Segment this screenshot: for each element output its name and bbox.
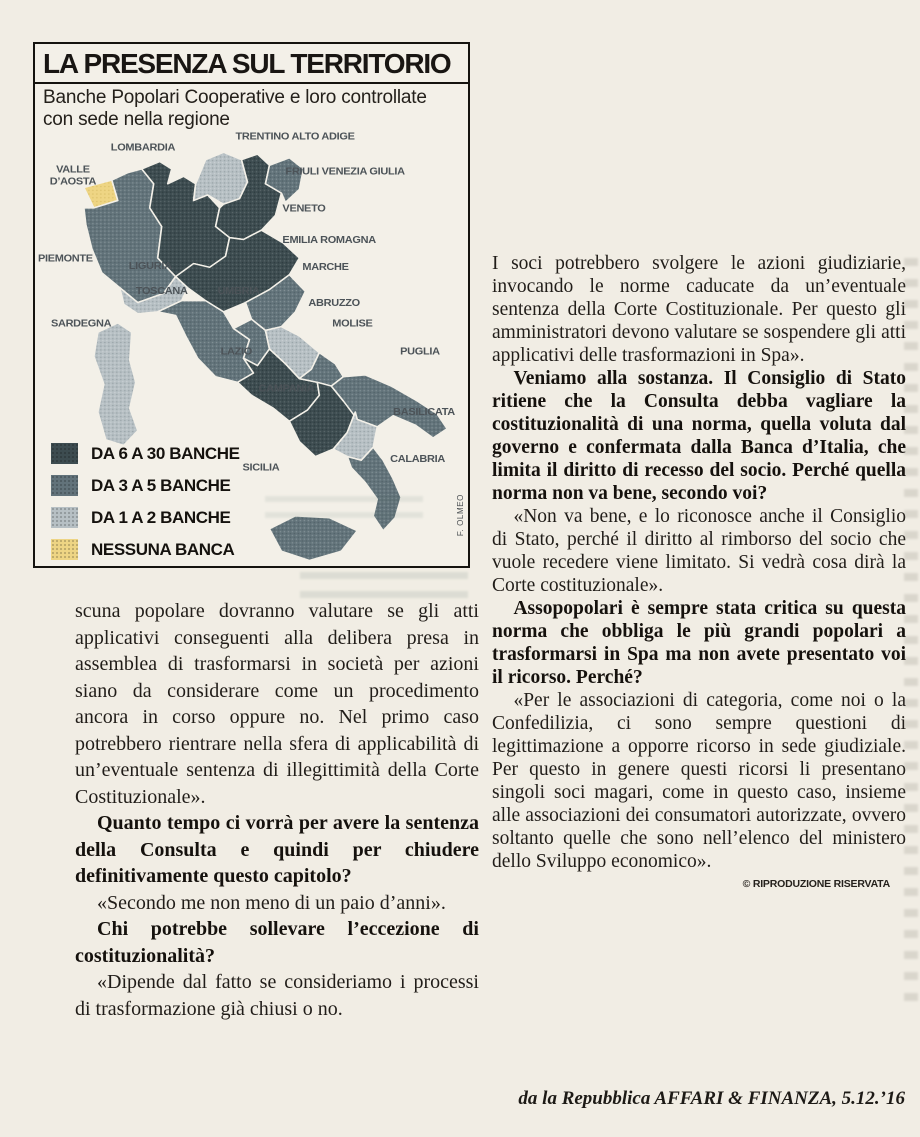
label-trentino: TRENTINO ALTO ADIGE — [235, 130, 355, 143]
paragraph: «Secondo me non meno di un paio d’anni». — [97, 891, 446, 914]
paragraph: I soci potrebbero svolgere le azioni giudiziarie, invocando le norme caducate da un’eventuale sentenza della Corte Costituzionale. Per questo gli amministratori devono valutare se sospendere gli atti applicativi delle trasformazioni in Spa». — [492, 253, 906, 366]
legend-row — [51, 539, 240, 560]
label-sardegna: SARDEGNA — [50, 317, 112, 330]
infobox-subtitle: Banche Popolari Cooperative e loro controllate con sede nella regione — [43, 87, 427, 130]
label-veneto: VENETO — [282, 202, 326, 215]
label-valle-line1: VALLE — [56, 164, 90, 176]
legend-label: DA 6 A 30 BANCHE — [91, 443, 240, 463]
label-toscana: TOSCANA — [135, 285, 188, 298]
legend-swatch-medium — [51, 475, 78, 496]
legend-swatch-none — [51, 539, 78, 560]
bleed-through-texture — [904, 258, 918, 1010]
article-left-column — [75, 598, 479, 1022]
label-valle-line2: D’AOSTA — [49, 176, 97, 188]
label-liguria: LIGURIA — [128, 260, 172, 273]
label-lazio: LAZIO — [220, 345, 252, 358]
label-puglia: PUGLIA — [400, 345, 440, 358]
region-trentino — [194, 152, 248, 204]
label-umbria: UMBRIA — [217, 285, 260, 298]
label-molise: MOLISE — [332, 317, 373, 330]
map-credit: F. OLMEO — [456, 493, 465, 536]
paragraph: «Dipende dal fatto se consideriamo i processi di trasformazione già chiusi o no. — [75, 971, 479, 1020]
paragraph: scuna popolare dovranno valutare se gli atti applicativi conseguenti alla delibera presa in assemblea di trasformarsi in società per azioni siano da considerare come un procedimento ancora in corso oppure no. Nel primo caso potrebbero rientrare nella sfera di applicabilità di un’eventuale sentenza di illegittimità della Corte Costituzionale». — [75, 600, 479, 808]
label-basilicata: BASILICATA — [393, 406, 455, 418]
legend-row — [51, 507, 240, 528]
paragraph: «Per le associazioni di categoria, come noi o la Confedilizia, ci sono sempre questioni di legittimazione a opporre ricorso in sede giudiziale. Per questo in genere questi ricorsi li presentano singoli soci magari, come in questo caso, insieme alle associazioni dei consumatori autorizzate, ovvero soltanto quelle che sono nell’elenco del ministero dello Sviluppo economico». — [492, 690, 906, 872]
article-right-column — [492, 252, 906, 896]
label-emilia: EMILIA ROMAGNA — [282, 234, 376, 247]
label-friuli: FRIULI VENEZIA GIULIA — [285, 165, 405, 178]
map-infobox — [33, 42, 470, 568]
map-legend — [51, 443, 240, 560]
paragraph-question: Quanto tempo ci vorrà per avere la sentenza della Consulta e quindi per chiudere definitivamente questo capitolo? — [75, 812, 479, 887]
legend-row — [51, 443, 240, 464]
legend-swatch-light — [51, 507, 78, 528]
legend-row — [51, 475, 240, 496]
legend-label: DA 3 A 5 BANCHE — [91, 475, 231, 495]
label-sicilia: SICILIA — [242, 461, 280, 474]
paragraph-question: Assopopolari è sempre stata critica su questa norma che obbliga le più grandi popolari a trasformarsi in Spa ma non avete presentato voi il ricorso. Perché? — [492, 598, 906, 688]
label-marche: MARCHE — [302, 261, 349, 273]
legend-label: NESSUNA BANCA — [91, 539, 235, 559]
paragraph-question: Chi potrebbe sollevare l’eccezione di costituzionalità? — [75, 918, 479, 967]
label-piemonte: PIEMONTE — [37, 253, 93, 265]
infobox-title: LA PRESENZA SUL TERRITORIO — [35, 44, 468, 84]
label-calabria: CALABRIA — [390, 453, 446, 465]
source-attribution: da la Repubblica AFFARI & FINANZA, 5.12.’16 — [518, 1088, 905, 1109]
paragraph-question: Veniamo alla sostanza. Il Consiglio di Stato ritiene che la Consulta debba vagliare la costituzionalità di una norma, quella voluta dal governo e confermata dalla Banca d’Italia, che limita il diritto di recesso del socio. Perché quella norma non va bene, secondo voi? — [492, 368, 906, 504]
paragraph: «Non va bene, e lo riconosce anche il Consiglio di Stato, perché il diritto al rimborso del socio che vuole recedere viene limitato. Si vedrà cosa dirà la Corte costituzionale». — [492, 506, 906, 596]
region-toscana — [158, 301, 254, 383]
legend-swatch-dark — [51, 443, 78, 464]
legend-label: DA 1 A 2 BANCHE — [91, 507, 231, 527]
label-abruzzo: ABRUZZO — [308, 297, 360, 310]
label-campania: CAMPANIA — [258, 382, 315, 395]
region-sicilia — [269, 516, 357, 561]
copyright-notice: © RIPRODUZIONE RISERVATA — [742, 878, 890, 890]
label-lombardia: LOMBARDIA — [110, 141, 176, 154]
region-sardegna — [94, 323, 138, 445]
